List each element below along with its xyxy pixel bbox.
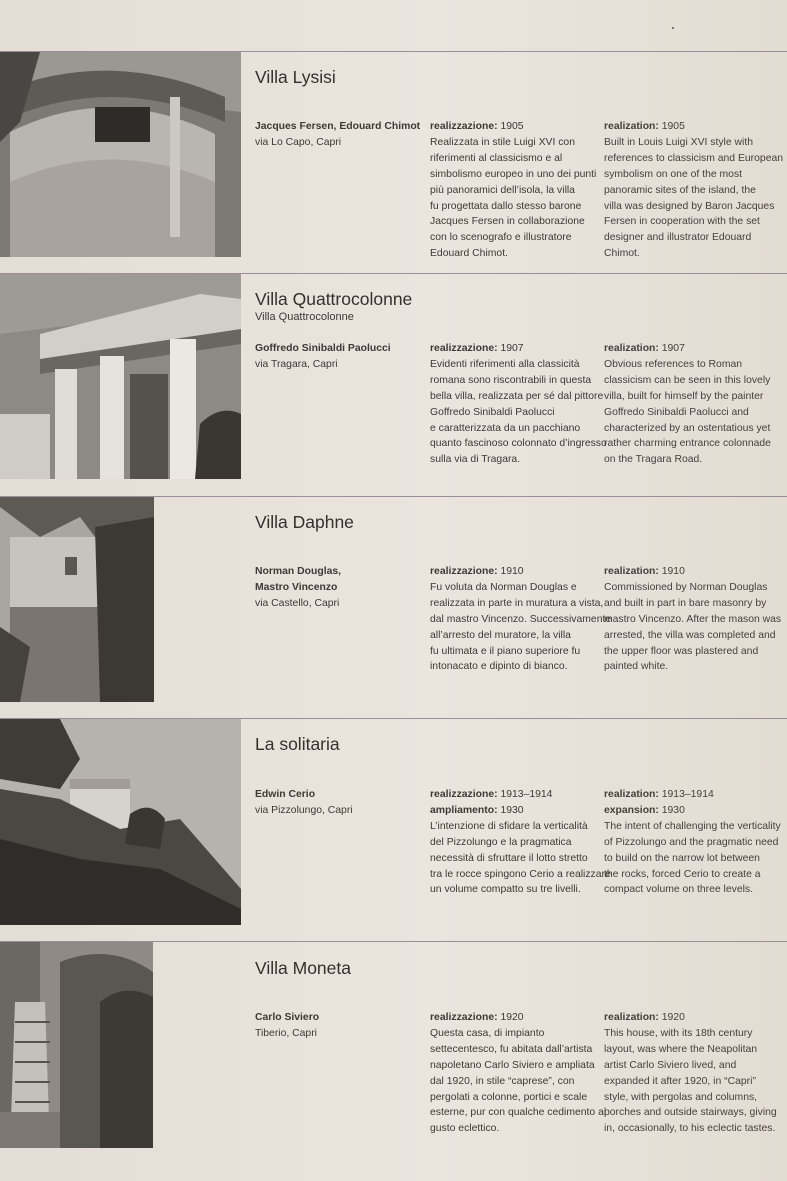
- text-line: Realizzata in stile Luigi XVI con: [430, 136, 575, 148]
- text-line: L’intenzione di sfidare la verticalità: [430, 820, 588, 832]
- text-line: porches and outside stairways, giving: [604, 1107, 777, 1119]
- text-line: The intent of challenging the verticality: [604, 820, 781, 832]
- text-line: on the Tragara Road.: [604, 454, 703, 466]
- realization-label: realization:: [604, 121, 659, 132]
- text-line: e caratterizzata da un pacchiano: [430, 422, 581, 434]
- entry-la-solitaria: [0, 719, 787, 941]
- realization-year: 1920: [500, 1012, 524, 1023]
- villa-title: Villa Lysisi: [255, 67, 336, 87]
- text-line: references to classicism and European: [604, 152, 784, 164]
- realization-year: 1905: [500, 121, 524, 132]
- text-line: classicism can be seen in this lovely: [604, 374, 771, 386]
- realization-year: 1905: [661, 121, 685, 132]
- realization-label: realizzazione:: [430, 1012, 498, 1023]
- location: Tiberio, Capri: [255, 1027, 317, 1039]
- text-line: settecentesco, fu abitata dall’artista: [430, 1043, 593, 1055]
- text-line: and built in part in bare masonry by: [604, 597, 767, 609]
- authors-column: [255, 119, 425, 151]
- expansion-label: expansion:: [604, 804, 659, 816]
- text-line: layout, was where the Neapolitan: [604, 1043, 758, 1055]
- realization-label: realizzazione:: [430, 566, 498, 577]
- author-name: Carlo Siviero: [255, 1012, 320, 1023]
- authors-column: [255, 341, 425, 373]
- realization-year: 1920: [661, 1012, 685, 1023]
- la-solitaria-photo: [0, 719, 241, 925]
- text-line: esterne, pur con qualche cedimento al: [430, 1107, 607, 1119]
- text-line: tra le rocce spingono Cerio a realizzare: [430, 868, 611, 880]
- text-line: realizzata in parte in muratura a vista,: [430, 597, 604, 609]
- realization-year: 1913–1914: [661, 789, 714, 800]
- authors-column: [255, 564, 425, 612]
- italian-description: [430, 341, 607, 468]
- text-line: Edouard Chimot.: [430, 248, 508, 260]
- text-line: Goffredo Sinibaldi Paolucci: [430, 406, 555, 418]
- text-line: Fersen in cooperation with the set: [604, 216, 760, 228]
- english-description: [604, 1010, 777, 1137]
- italian-description: [430, 787, 611, 898]
- text-line: dal mastro Vincenzo. Successivamente: [430, 613, 612, 625]
- text-line: rather charming entrance colonnade: [604, 438, 771, 450]
- realization-label: realization:: [604, 566, 659, 577]
- text-line: pergolati a colonne, portici e scale: [430, 1091, 588, 1103]
- text-line: bella villa, realizzata per sé dal pittore: [430, 390, 604, 402]
- text-line: dal 1920, in stile “caprese”, con: [430, 1075, 575, 1087]
- authors-column: [255, 1010, 425, 1042]
- text-line: simbolismo europeo in uno dei punti: [430, 168, 597, 180]
- location: via Lo Capo, Capri: [255, 136, 342, 148]
- entry-villa-daphne: [0, 497, 787, 718]
- text-line: Commissioned by Norman Douglas: [604, 581, 768, 593]
- location: via Pizzolungo, Capri: [255, 804, 353, 816]
- italian-description: [430, 564, 612, 675]
- english-description: [604, 787, 781, 898]
- villa-lysisi-photo: [0, 52, 241, 257]
- text-line: Built in Louis Luigi XVI style with: [604, 136, 754, 148]
- text-line: quanto fascinoso colonnato d’ingresso: [430, 438, 607, 450]
- realization-year: 1913–1914: [500, 789, 553, 800]
- text-line: Chimot.: [604, 248, 640, 260]
- speck: [672, 27, 674, 29]
- realization-year: 1907: [500, 343, 524, 354]
- text-line: gusto eclettico.: [430, 1123, 500, 1135]
- text-line: expanded it after 1920, in “Capri”: [604, 1075, 756, 1087]
- text-line: of Pizzolungo and the pragmatic need: [604, 836, 779, 848]
- realization-year: 1907: [661, 343, 685, 354]
- entry-villa-lysisi: [0, 52, 787, 273]
- text-line: artist Carlo Siviero lived, and: [604, 1059, 737, 1071]
- expansion-year: 1930: [661, 804, 685, 816]
- realization-year: 1910: [500, 566, 524, 577]
- text-line: romana sono riscontrabili in questa: [430, 374, 592, 386]
- text-line: the upper floor was plastered and: [604, 645, 759, 657]
- text-line: Questa casa, di impianto: [430, 1027, 545, 1039]
- villa-title: Villa Moneta: [255, 958, 351, 978]
- realization-label: realization:: [604, 789, 659, 800]
- text-line: fu ultimata e il piano superiore fu: [430, 645, 581, 657]
- text-line: necessità di sfruttare il lotto stretto: [430, 852, 588, 864]
- text-line: symbolism on one of the most: [604, 168, 743, 180]
- realization-year: 1910: [661, 566, 685, 577]
- author-name: Mastro Vincenzo: [255, 581, 338, 593]
- realization-label: realization:: [604, 343, 659, 354]
- italian-description: [430, 1010, 607, 1137]
- villa-quattrocolonne-photo: [0, 274, 241, 479]
- villa-title: Villa Daphne: [255, 512, 354, 532]
- entry-villa-moneta: [0, 942, 787, 1162]
- villa-moneta-photo: [0, 942, 153, 1148]
- english-description: [604, 119, 784, 262]
- realization-label: realizzazione:: [430, 343, 498, 354]
- text-line: Evidenti riferimenti alla classicità: [430, 358, 580, 370]
- text-line: in, occasionally, to his eclectic tastes.: [604, 1123, 776, 1135]
- location: via Tragara, Capri: [255, 358, 338, 370]
- text-line: del Pizzolungo e la pragmatica: [430, 836, 572, 848]
- text-line: Jacques Fersen in collaborazione: [430, 216, 585, 228]
- text-line: con lo scenografo e illustratore: [430, 232, 572, 244]
- entry-villa-quattrocolonne: [0, 274, 787, 496]
- realization-label: realizzazione:: [430, 789, 498, 800]
- text-line: to build on the narrow lot between: [604, 852, 760, 864]
- realization-label: realizzazione:: [430, 121, 498, 132]
- text-line: Fu voluta da Norman Douglas e: [430, 581, 577, 593]
- text-line: painted white.: [604, 661, 669, 673]
- english-description: [604, 564, 782, 675]
- text-line: panoramic sites of the island, the: [604, 184, 756, 196]
- villa-daphne-photo: [0, 497, 154, 702]
- text-line: sulla via di Tragara.: [430, 454, 521, 466]
- text-line: characterized by an ostentatious yet: [604, 422, 771, 434]
- text-line: designer and illustrator Edouard: [604, 232, 752, 244]
- text-line: arrested, the villa was completed and: [604, 629, 776, 641]
- author-name: Norman Douglas,: [255, 566, 342, 577]
- text-line: mastro Vincenzo. After the mason was: [604, 613, 782, 625]
- text-line: Obvious references to Roman: [604, 358, 743, 370]
- author-name: Goffredo Sinibaldi Paolucci: [255, 343, 391, 354]
- text-line: compact volume on three levels.: [604, 884, 754, 896]
- text-line: un volume compatto su tre livelli.: [430, 884, 581, 896]
- expansion-year: 1930: [500, 804, 524, 816]
- expansion-label: ampliamento:: [430, 804, 498, 816]
- text-line: This house, with its 18th century: [604, 1027, 753, 1039]
- text-line: intonacato e dipinto di bianco.: [430, 661, 568, 673]
- location: via Castello, Capri: [255, 597, 340, 609]
- text-line: all’arresto del muratore, la villa: [430, 629, 571, 641]
- text-line: fu progettata dallo stesso barone: [430, 200, 582, 212]
- text-line: più panoramici dell’isola, la villa: [430, 184, 575, 196]
- authors-column: [255, 787, 425, 819]
- text-line: style, with pergolas and columns,: [604, 1091, 758, 1103]
- villa-title: Villa Quattrocolonne: [255, 289, 413, 309]
- italian-description: [430, 119, 600, 262]
- villa-subtitle: Villa Quattrocolonne: [255, 311, 354, 323]
- english-description: [604, 341, 774, 468]
- text-line: villa, built for himself by the painter: [604, 390, 764, 402]
- realization-label: realization:: [604, 1012, 659, 1023]
- author-name: Jacques Fersen, Edouard Chimot: [255, 121, 421, 132]
- text-line: the rocks, forced Cerio to create a: [604, 868, 761, 880]
- text-line: villa was designed by Baron Jacques: [604, 200, 775, 212]
- text-line: Goffredo Sinibaldi Paolucci and: [604, 406, 749, 418]
- villa-title: La solitaria: [255, 734, 340, 754]
- text-line: napoletano Carlo Siviero e ampliata: [430, 1059, 595, 1071]
- text-line: riferimenti al classicismo e al: [430, 152, 563, 164]
- author-name: Edwin Cerio: [255, 789, 316, 800]
